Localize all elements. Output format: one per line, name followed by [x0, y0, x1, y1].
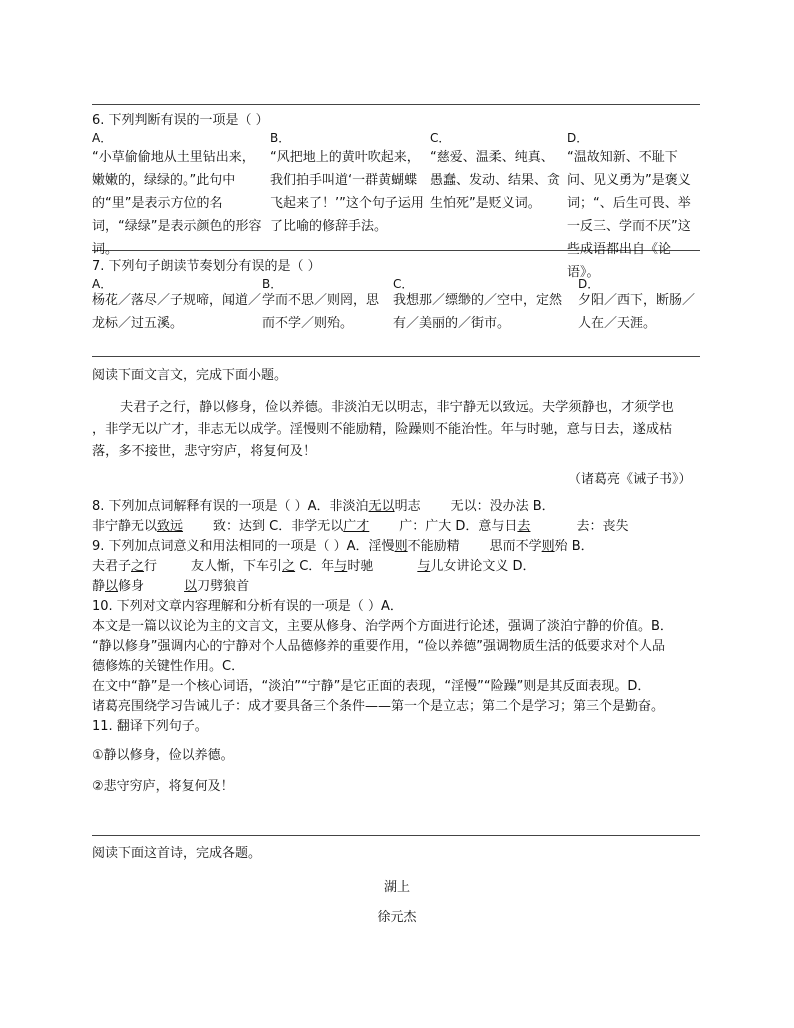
question-7-stem: 7. 下列句子朗读节奏划分有误的是（ ）	[92, 259, 321, 274]
option-b-text: “风把地上的黄叶吹起来，我们拍手叫道‘一群黄蝴蝶飞起来了！’”这个句子运用了比喻的修辞手法。	[270, 150, 424, 234]
poem-author: 徐元杰	[377, 910, 417, 925]
question-10-line: “静以修身”强调内心的宁静对个人品德修养的重要作用，“俭以养德”强调物质生活的低要求对个人品	[92, 639, 665, 654]
question-8-stem: 8. 下列加点词解释有误的一项是（ ）A．非淡泊	[92, 499, 369, 514]
dotted-word: 去	[517, 519, 531, 534]
question-9-line3	[92, 577, 249, 597]
option-b-mark[interactable]: B．	[262, 277, 283, 291]
text: 夫君子	[92, 559, 132, 574]
option-c-mark[interactable]: C．	[393, 277, 414, 291]
option-c-mark[interactable]: C．	[430, 131, 451, 145]
translation-item: ①静以修身，俭以养德。	[92, 748, 234, 763]
poem-intro: 阅读下面这首诗，完成各题。	[92, 846, 262, 861]
dotted-word: 以	[105, 579, 119, 594]
question-10-line: 德修炼的关键性作用。C．	[92, 659, 245, 674]
text: 殆 B．	[554, 539, 594, 554]
text: 时驰	[347, 559, 374, 574]
question-9-line1	[92, 537, 594, 557]
question-11-stem: 11. 翻译下列句子。	[92, 719, 208, 734]
dotted-word: 之	[282, 559, 296, 574]
dotted-word: 则	[394, 539, 408, 554]
dotted-word: 则	[541, 539, 555, 554]
divider	[92, 835, 700, 836]
question-8-line1	[92, 497, 555, 517]
option-b-text: 学而不思／则罔，思而不学／则殆。	[262, 293, 380, 331]
question-10-line: 本文是一篇以议论为主的文言文，主要从修身、治学两个方面进行论述，强调了淡泊宁静的价值。B．	[92, 619, 673, 634]
definition: 无以：没办法 B．	[450, 499, 555, 514]
passage-source: （诸葛亮《诫子书》）	[568, 472, 692, 487]
option-d-mark[interactable]: D．	[578, 277, 600, 291]
dotted-word: 与	[334, 559, 348, 574]
question-9-line2	[92, 557, 536, 577]
dotted-word: 无以	[368, 499, 395, 514]
dotted-word: 广才	[343, 519, 370, 534]
option-a-text: 杨花／落尽／子规啼，闻道／龙标／过五溪。	[92, 293, 262, 331]
option-b-mark[interactable]: B．	[270, 131, 291, 145]
divider	[92, 104, 700, 105]
question-8-line2	[92, 517, 628, 537]
divider	[92, 356, 700, 357]
option-a-text: “小草偷偷地从土里钻出来，嫩嫩的，绿绿的。”此句中的“里”是表示方位的名词，“绿绿”是表示颜色的形容词。	[92, 150, 262, 257]
option-a-mark[interactable]: A．	[92, 277, 113, 291]
passage-line: 夫君子之行，静以修身，俭以养德。非淡泊无以明志，非宁静无以致远。夫学须静也，才须学也	[120, 400, 674, 415]
option-d-mark[interactable]: D．	[567, 131, 589, 145]
text: 静	[92, 579, 106, 594]
text: 儿女讲论文义 D．	[430, 559, 536, 574]
passage-line: 落，多不接世，悲守穷庐，将复何及！	[92, 444, 317, 459]
translation-item: ②悲守穷庐，将复何及！	[92, 779, 234, 794]
definition: 致：达到 C．非学无以	[213, 519, 344, 534]
option-d-text: “温故知新、不耻下问、见义勇为”是褒义词；“、后生可畏、举一反三、学而不厌”这些成语都出自《论语》。	[567, 150, 691, 280]
definition: 广：广大 D．意与日	[399, 519, 518, 534]
question-9-stem: 9. 下列加点词意义和用法相同的一项是（ ）A．淫慢	[92, 539, 395, 554]
question-10-line: 在文中“静”是一个核心词语，“淡泊”“宁静”是它正面的表现，“淫慢”“险躁”则是其反面表现。D．	[92, 679, 651, 694]
dotted-word: 以	[184, 579, 198, 594]
option-c-text: 我想那／缥缈的／空中，定然有／美丽的／街市。	[393, 293, 563, 331]
dotted-word: 之	[131, 559, 145, 574]
passage-line: ，非学无以广才，非志无以成学。淫慢则不能励精，险躁则不能治性。年与时驰，意与日去，遂成枯	[92, 422, 673, 437]
question-6-stem: 6. 下列判断有误的一项是（ ）	[92, 113, 269, 128]
dotted-word: 与	[417, 559, 431, 574]
option-d-text: 夕阳／西下，断肠／人在／天涯。	[578, 293, 696, 331]
option-c-text: “慈爱、温柔、纯真、愚蠢、发动、结果、贪生怕死”是贬义词。	[430, 150, 561, 211]
text: 修身	[118, 579, 145, 594]
text: 思而不学	[489, 539, 542, 554]
text: 刀劈狼首	[197, 579, 250, 594]
passage-intro: 阅读下面文言文，完成下面小题。	[92, 368, 288, 383]
text: 明志	[394, 499, 421, 514]
text: 非宁静无以	[92, 519, 158, 534]
question-10-stem: 10. 下列对文章内容理解和分析有误的一项是（ ）A．	[92, 599, 403, 614]
text: 友人惭，下车引	[191, 559, 283, 574]
text: 行	[144, 559, 158, 574]
question-10-line: 诸葛亮围绕学习告诫儿子：成才要具备三个条件——第一个是立志；第二个是学习；第三个是勤奋。	[92, 699, 665, 714]
poem-title: 湖上	[383, 880, 410, 895]
text: C．年	[295, 559, 335, 574]
definition: 去：丧失	[576, 519, 629, 534]
option-a-mark[interactable]: A．	[92, 131, 113, 145]
dotted-word: 致远	[157, 519, 184, 534]
text: 不能励精	[407, 539, 460, 554]
